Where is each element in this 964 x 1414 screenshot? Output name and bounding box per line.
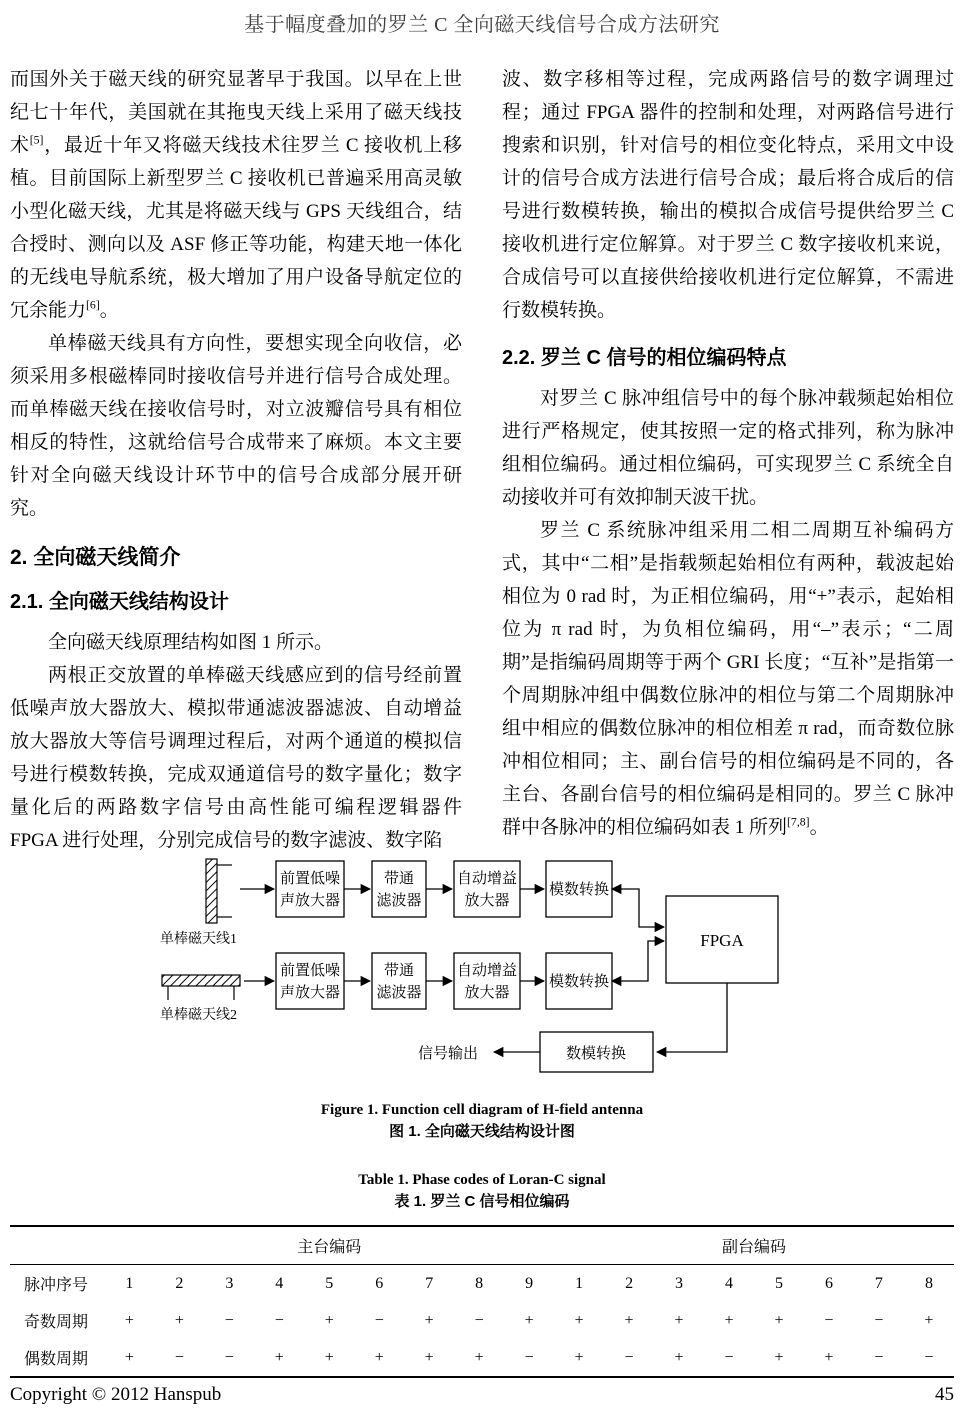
page-footer [10, 1384, 954, 1406]
pulse-number-cell: 9 [525, 1274, 534, 1292]
agc2-label-line1: 自动增益 [456, 963, 518, 979]
figure1-caption-en: Figure 1. Function cell diagram of H-field antenna [320, 1102, 644, 1118]
phase-code-cell: − [224, 1348, 234, 1366]
phase-code-cell: − [524, 1348, 534, 1366]
phase-code-cell: + [624, 1311, 634, 1329]
signal-output-label: 信号输出 [418, 1046, 479, 1062]
table1-caption [0, 1169, 964, 1213]
reference-superscript: [5] [29, 133, 44, 147]
phase-code-cell: − [174, 1348, 184, 1366]
bpf2-label-line2: 滤波器 [376, 985, 422, 1001]
phase-code-row [10, 1302, 954, 1339]
phase-code-cell: − [874, 1311, 884, 1329]
phase-code-cell: + [174, 1311, 184, 1329]
pulse-number-row-label: 脉冲序号 [24, 1277, 89, 1294]
paragraph: 波、数字移相等过程，完成两路信号的数字调理过程；通过 FPGA 器件的控制和处理，对两路信号进行搜索和识别，针对信号的相位变化特点，采用文中设计的信号合成方法进行信号合成；最后将合成后的信号进行数模转换，输出的模拟合成信号提供给罗兰 C 接收机进行定位解算。对于罗兰 C 数字接收机来说，合成信号可以直接供给接收机进行定位解算，不需进行数模转换。 [502, 69, 954, 321]
phase-code-cell: − [474, 1311, 484, 1329]
phase-code-cell: − [224, 1311, 234, 1329]
pulse-number-cell: 2 [175, 1274, 184, 1292]
secondary-code-header: 副台编码 [554, 1226, 954, 1265]
paragraph: 全向磁天线原理结构如图 1 所示。 [48, 632, 334, 653]
bpf2-label-line1: 带通 [383, 963, 415, 979]
phase-code-row [10, 1339, 954, 1377]
pulse-number-cell: 5 [325, 1274, 334, 1292]
period-row-label: 奇数周期 [24, 1314, 89, 1331]
agc1-label-line1: 自动增益 [456, 871, 518, 887]
pulse-number-cell: 2 [625, 1274, 634, 1292]
pulse-number-cell: 3 [675, 1274, 684, 1292]
antenna2-label: 单棒磁天线2 [160, 1008, 237, 1023]
phase-code-cell: + [574, 1348, 584, 1366]
phase-code-cell: + [524, 1311, 534, 1329]
paper-running-title: 基于幅度叠加的罗兰 C 全向磁天线信号合成方法研究 [244, 14, 720, 36]
antenna1-label: 单棒磁天线1 [160, 932, 237, 947]
phase-code-cell: + [124, 1311, 134, 1329]
phase-code-cell: + [424, 1348, 434, 1366]
antenna2-symbol [162, 975, 240, 1000]
bpf1-label-line2: 滤波器 [376, 893, 422, 909]
dac-label: 数模转换 [565, 1046, 627, 1062]
pulse-number-cell: 6 [375, 1274, 384, 1292]
phase-code-cell: + [274, 1348, 284, 1366]
pulse-number-cell: 7 [425, 1274, 434, 1292]
bpf1-label-line1: 带通 [383, 871, 415, 887]
phase-code-cell: + [324, 1348, 334, 1366]
h-field-antenna-diagram [150, 853, 810, 1088]
right-column [502, 63, 954, 851]
lna2-label-line2: 声放大器 [279, 985, 341, 1001]
phase-code-cell: + [724, 1311, 734, 1329]
phase-code-cell: + [124, 1348, 134, 1366]
figure1-caption [0, 1099, 964, 1143]
phase-code-cell: − [874, 1348, 884, 1366]
section-heading-2: 2. 全向磁天线简介 [10, 546, 181, 569]
paragraph: 对罗兰 C 脉冲组信号中的每个脉冲载频起始相位进行严格规定，使其按照一定的格式排列，称为脉冲组相位编码。通过相位编码，可实现罗兰 C 系统全自动接收并可有效抑制天波干扰。 [502, 388, 954, 508]
master-code-header: 主台编码 [104, 1226, 554, 1265]
page-header [0, 0, 964, 37]
phase-code-table [10, 1225, 954, 1378]
section-heading-2-1: 2.1. 全向磁天线结构设计 [10, 591, 229, 613]
pulse-number-cell: 1 [125, 1274, 134, 1292]
table1-caption-zh: 表 1. 罗兰 C 信号相位编码 [394, 1193, 570, 1210]
pulse-number-cell: 6 [824, 1274, 833, 1292]
phase-code-cell: + [674, 1311, 684, 1329]
paragraph: 罗兰 C 系统脉冲组采用二相二周期互补编码方式，其中“二相”是指载频起始相位有两种，载波起始相位为 0 rad 时，为正相位编码，用“+”表示，起始相位为 π rad 时，为负相位编码，用“–”表示；“二周期”是指编码周期等于两个 GRI 长度；“互补”是指第一个周期脉冲组中偶数位脉冲的相位与第二个周期脉冲组中相应的偶数位脉冲的相位相差 π rad，而奇数位脉冲相位相同；主、副台信号的相位编码是不同的，各主台、各副台信号的相位编码是相同的。罗兰 C 脉冲群中各脉冲的相位编码如表 1 所列[7,8]。 [502, 520, 954, 838]
reference-superscript: [7,8] [787, 815, 810, 829]
phase-code-cell: + [474, 1348, 484, 1366]
figure1-caption-zh: 图 1. 全向磁天线结构设计图 [389, 1123, 575, 1140]
section-heading-2-2: 2.2. 罗兰 C 信号的相位编码特点 [502, 347, 787, 369]
phase-code-cell: + [574, 1311, 584, 1329]
phase-code-cell: − [624, 1348, 634, 1366]
phase-code-cell: + [924, 1311, 934, 1329]
phase-code-cell: − [274, 1311, 284, 1329]
period-row-label: 偶数周期 [24, 1351, 89, 1368]
pulse-number-cell: 1 [575, 1274, 584, 1292]
figure1-block-diagram [150, 853, 810, 1093]
phase-code-cell: − [924, 1348, 934, 1366]
paragraph: 单棒磁天线具有方向性，要想实现全向收信，必须采用多根磁棒同时接收信号并进行信号合成处理。而单棒磁天线在接收信号时，对立波瓣信号具有相位相反的特性，这就给信号合成带来了麻烦。本文主要针对全向磁天线设计环节中的信号合成部分展开研究。 [10, 333, 462, 519]
fpga-label: FPGA [700, 931, 744, 950]
two-column-body [0, 63, 964, 851]
table-corner-cell [10, 1226, 104, 1265]
adc1-label: 模数转换 [548, 882, 610, 898]
pulse-number-cell: 8 [475, 1274, 484, 1292]
lna1-label-line1: 前置低噪 [279, 871, 341, 887]
phase-code-cell: + [774, 1348, 784, 1366]
pulse-number-cell: 7 [874, 1274, 883, 1292]
phase-code-cell: + [424, 1311, 434, 1329]
pulse-number-cell: 3 [225, 1274, 234, 1292]
paragraph: 两根正交放置的单棒磁天线感应到的信号经前置低噪声放大器放大、模拟带通滤波器滤波、自动增益放大器放大等信号调理过程后，对两个通道的模拟信号进行模数转换，完成双通道信号的数字量化；数字量化后的两路数字信号由高性能可编程逻辑器件 FPGA 进行处理，分别完成信号的数字滤波、数字陷 [10, 665, 462, 851]
pulse-number-cell: 4 [275, 1274, 284, 1292]
table1-caption-en: Table 1. Phase codes of Loran-C signal [358, 1172, 606, 1188]
phase-code-cell: − [724, 1348, 734, 1366]
copyright-text: Copyright © 2012 Hanspub [10, 1384, 222, 1405]
table-group-header-row [10, 1226, 954, 1265]
antenna1-symbol [206, 859, 232, 923]
adc2-label: 模数转换 [548, 974, 610, 990]
phase-code-cell: + [824, 1348, 834, 1366]
pulse-number-cell: 8 [924, 1274, 933, 1292]
paragraph: 而国外关于磁天线的研究显著早于我国。以早在上世纪七十年代，美国就在其拖曳天线上采用了磁天线技术[5]，最近十年又将磁天线技术往罗兰 C 接收机上移植。目前国际上新型罗兰 C 接收机已普遍采用高灵敏小型化磁天线，尤其是将磁天线与 GPS 天线组合，结合授时、测向以及 ASF 修正等功能，构建天地一体化的无线电导航系统，极大增加了用户设备导航定位的冗余能力[6]。 [10, 69, 462, 321]
page-number: 45 [935, 1384, 954, 1405]
agc1-label-line2: 放大器 [464, 893, 510, 909]
phase-code-cell: + [774, 1311, 784, 1329]
phase-code-cell: − [824, 1311, 834, 1329]
left-column [10, 63, 462, 851]
lna2-label-line1: 前置低噪 [279, 963, 341, 979]
pulse-number-row [10, 1265, 954, 1303]
pulse-number-cell: 5 [774, 1274, 783, 1292]
agc2-label-line2: 放大器 [464, 985, 510, 1001]
phase-code-cell: + [374, 1348, 384, 1366]
reference-superscript: [6] [86, 298, 100, 312]
phase-code-cell: − [374, 1311, 384, 1329]
phase-code-cell: + [324, 1311, 334, 1329]
pulse-number-cell: 4 [725, 1274, 733, 1292]
phase-code-cell: + [674, 1348, 684, 1366]
lna1-label-line2: 声放大器 [279, 893, 341, 909]
